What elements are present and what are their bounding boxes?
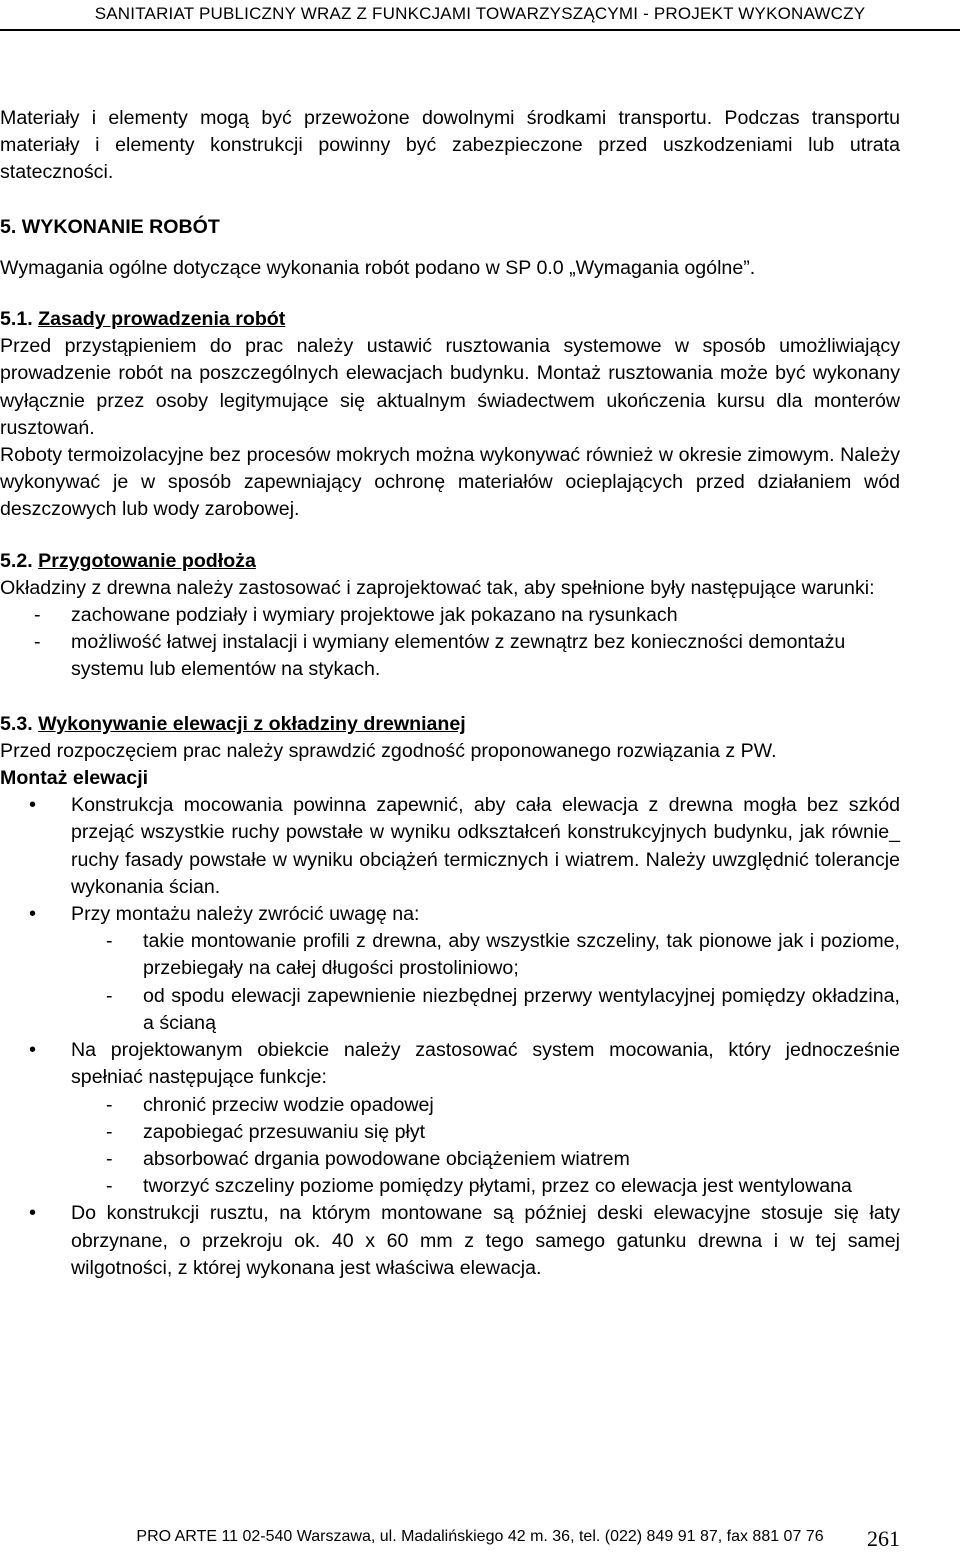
bullet-item-text: Konstrukcja mocowania powinna zapewnić, aby cała elewacja z drewna mogła bez szkód przejąć wszystkie ruchy powstałe w wyniku odkształceń konstrukcyjnych budynku, jak równie_ ruchy fasady powstałe w wyniku obciążeń termicznych i wiatrem. Należy uwzględnić tolerancje wykonania ścian. — [71, 794, 900, 898]
section-5-heading: 5. WYKONANIE ROBÓT — [0, 215, 220, 238]
sub-item-text: chronić przeciw wodzie opadowej — [143, 1093, 434, 1116]
section-5-2-text: Okładziny z drewna należy zastosować i zaprojektować tak, aby spełnione były następujące warunki: — [0, 576, 875, 599]
bullet-icon: • — [29, 1202, 37, 1225]
section-5-1-title: Zasady prowadzenia robót — [38, 308, 286, 331]
dash-marker: - — [34, 604, 41, 627]
sub-item-text: zapobiegać przesuwaniu się płyt — [143, 1120, 426, 1143]
sub-item-text: od spodu elewacji zapewnienie niezbędnej przerwy wentylacyjnej pomiędzy okładzina, a ścianą — [143, 984, 900, 1034]
dash-marker: - — [106, 1175, 113, 1198]
page-number: 261 — [867, 1526, 900, 1551]
section-5-1-paragraph-1: Przed przystąpieniem do prac należy ustawić rusztowania systemowe w sposób umożliwiający prowadzenie robót na poszczególnych elewacjach budynku. Montaż rusztowania może być wykonany wyłącznie przez osoby legitymujące się aktualnym świadectwem ukończenia kursu dla monterów rusztowań. — [0, 335, 900, 439]
bullet-icon: • — [29, 1039, 37, 1062]
bullet-list-item — [0, 792, 900, 901]
section-5-3-heading — [0, 711, 900, 738]
dash-item-text: możliwość łatwej instalacji i wymiany elementów z zewnątrz bez konieczności demontażu systemu lub elementów na stykach. — [71, 631, 846, 681]
dash-marker: - — [106, 930, 113, 953]
section-5-2-number: 5.2. — [0, 549, 33, 572]
sub-dash-list-item — [0, 983, 900, 1037]
page-header — [0, 0, 960, 34]
dash-marker: - — [106, 1093, 113, 1116]
bullet-list-item — [0, 1200, 900, 1282]
sub-dash-list-item — [0, 1146, 900, 1173]
section-5-1-heading — [0, 306, 900, 333]
sub-dash-list-item — [0, 1092, 900, 1119]
dash-list-item — [0, 629, 900, 683]
dash-item-text: zachowane podziały i wymiary projektowe jak pokazano na rysunkach — [71, 604, 678, 627]
section-5-1-paragraph-2: Roboty termoizolacyjne bez procesów mokrych można wykonywać również w okresie zimowym. Należy wykonywać je w sposób zapewniający ochronę materiałów ocieplających przed działaniem wód deszczowych lub wody zarobowej. — [0, 444, 900, 521]
bullet-item-text: Na projektowanym obiekcie należy zastosować system mocowania, który jednocześnie spełniać następujące funkcje: — [71, 1039, 900, 1089]
header-title: SANITARIAT PUBLICZNY WRAZ Z FUNKCJAMI TOWARZYSZĄCYMI - PROJEKT WYKONAWCZY — [94, 4, 866, 23]
dash-list-item — [0, 602, 900, 629]
section-5-text: Wymagania ogólne dotyczące wykonania robót podano w SP 0.0 „Wymagania ogólne”. — [0, 256, 756, 279]
dash-marker: - — [106, 984, 113, 1007]
bullet-icon: • — [29, 903, 37, 926]
section-5-1-number: 5.1. — [0, 308, 33, 331]
document-body — [0, 105, 900, 1282]
section-5-3-text: Przed rozpoczęciem prac należy sprawdzić zgodność proponowanego rozwiązania z PW. — [0, 739, 777, 762]
dash-marker: - — [106, 1147, 113, 1170]
intro-paragraph: Materiały i elementy mogą być przewożone dowolnymi środkami transportu. Podczas transportu materiały i elementy konstrukcji powinny być zabezpieczone przed uszkodzeniami lub utrata stateczności. — [0, 107, 900, 184]
section-5-2-title: Przygotowanie podłoża — [38, 549, 256, 572]
sub-dash-list-item — [0, 1119, 900, 1146]
sub-item-text: takie montowanie profili z drewna, aby wszystkie szczeliny, tak pionowe jak i poziome, przebiegały na całej długości prostoliniowo; — [143, 930, 900, 980]
section-5-3-number: 5.3. — [0, 712, 33, 735]
bullet-list-item — [0, 901, 900, 928]
bullet-item-text: Do konstrukcji rusztu, na którym montowane są później deski elewacyjne stosuje się łaty obrzynane, o przekroju ok. 40 x 60 mm z tego samego gatunku drewna i w tej samej wilgotności, z której wykonana jest właściwa elewacja. — [71, 1202, 900, 1279]
bullet-icon: • — [29, 794, 37, 817]
section-5-3-subheading: Montaż elewacji — [0, 767, 149, 790]
section-5-2-heading — [0, 548, 900, 575]
bullet-item-text: Przy montażu należy zwrócić uwagę na: — [71, 903, 420, 926]
sub-dash-list-item — [0, 928, 900, 982]
bullet-list-item — [0, 1037, 900, 1091]
section-5-3-title: Wykonywanie elewacji z okładziny drewnianej — [38, 712, 466, 735]
sub-item-text: tworzyć szczeliny poziome pomiędzy płytami, przez co elewacja jest wentylowana — [143, 1175, 852, 1198]
sub-item-text: absorbować drgania powodowane obciążeniem wiatrem — [143, 1147, 630, 1170]
sub-dash-list-item — [0, 1173, 900, 1200]
header-rule — [0, 29, 960, 31]
dash-marker: - — [106, 1120, 113, 1143]
page-footer: PRO ARTE 11 02-540 Warszawa, ul. Madalińskiego 42 m. 36, tel. (022) 849 91 87, fax 881 07 76 — [136, 1528, 824, 1545]
dash-marker: - — [34, 631, 41, 654]
